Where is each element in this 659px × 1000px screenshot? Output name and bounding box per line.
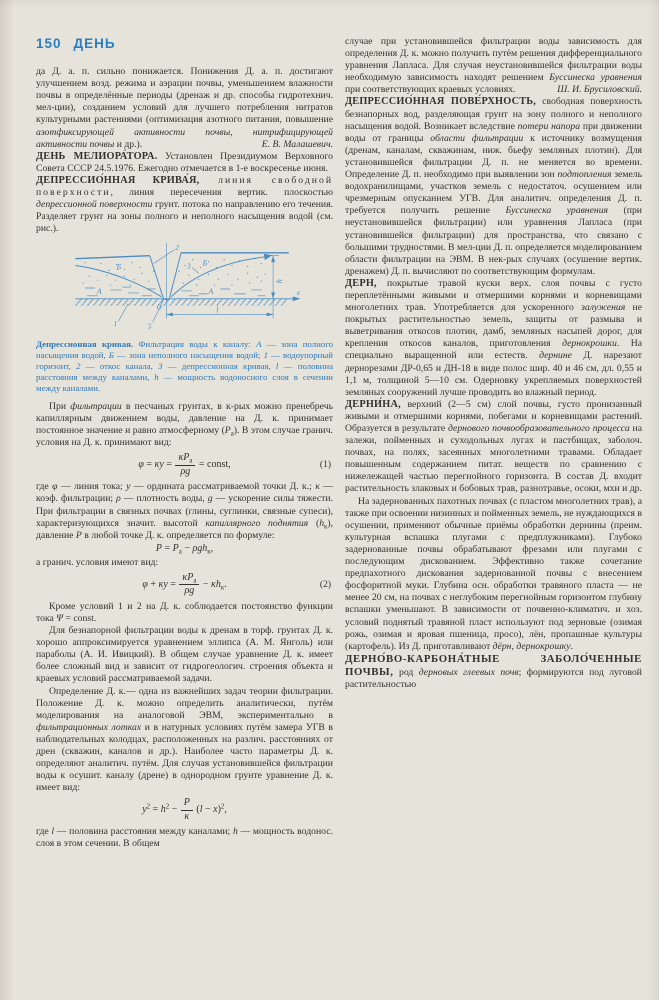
x-axis-arrowhead xyxy=(292,297,300,302)
left-column xyxy=(36,36,333,851)
entry-depressionnaya-krivaya: ДЕПРЕССИО́ННАЯ КРИВА́Я, линия свободной поверхности, линия пересечения вертик. плоскостью депрессионной поверхности грунт. потока по направлению его течения. Разделяет грунт на зоны полного и неполного насыщения водой (см. рис.). xyxy=(36,174,333,235)
depression-curve-arrowhead xyxy=(263,254,271,260)
formula-depression-curve-equation: $y^2 = h^2$ − $\frac{P}{\kappa}$ $(l - x)^2$, xyxy=(142,797,227,822)
formula-pressure xyxy=(36,542,333,557)
formula-pressure-equation: $P = P_а - \rho gh_к$, xyxy=(155,542,214,556)
h-dimension-line xyxy=(267,256,279,319)
right-column xyxy=(345,36,642,851)
figure-label-zone-b-right: Б xyxy=(202,258,207,268)
formula-1-equation: φ = κy = $\frac{\kappa P_а}{\rho g}$ = const, xyxy=(138,452,231,477)
paragraph-formula-explanation-bottom: где l — половина расстояния между каналами; h — мощность водонос. слоя в этом сечении. В общем xyxy=(36,826,333,850)
entry-dern: ДЕРН, покрытые травой куски верх. слоя почвы с густо переплетёнными живыми и отмершими корнями и корневищами многолетних трав. Употребляется для ускоренного залужения не покрытых растительностью земель, защиты от размыва и выветривания откосов плотин, дамб, земляных насыпей дорог, для крепления откосов каналов, приготовления дернокрошки. На специально выращенной или естеств. дернине Д. нарезают дернорезами ДР-0,65 и ДН-18 в виде полос шир. 40 и 46 см, дл. 0,55 и 1,1 м, толщиной 5—10 см. Одерновку укрепляемых поверхностей земляных сооружений лучше проводить во влажный период. xyxy=(345,277,643,398)
paragraph-laplace-continuation: случае при установившейся фильтрации воды зависимость для определения Д. к. можно получить путём решения дифференциального уравнения Лапласа. Для случая неустановившейся фильтрации воды необходимую зависимость находят решением Буссинеска уравнения при соответствующих краевых условиях. Ш. И. Брусиловский. xyxy=(345,36,642,96)
figure-label-zone-b-left: Б xyxy=(115,262,121,272)
figure-label-3: 3 xyxy=(186,261,191,271)
formula-1-tag: (1) xyxy=(319,460,331,471)
formula-1 xyxy=(36,449,333,481)
figure-depression-curve-diagram xyxy=(65,242,305,335)
figure-label-origin: О xyxy=(156,304,162,312)
two-column-layout xyxy=(36,36,642,851)
page-header xyxy=(36,38,333,50)
paragraph-formula-1-explanation: где φ — линия тока; y — ордината рассматриваемой точки Д. к.; κ — коэф. фильтрации; ρ — плотность воды, g — ускорение силы тяжести. При фильтрации в связных почвах (глины, суглинки, связные супеси), характеризующихся значит. высотой капиллярного поднятия $(h_к)$, давление P в любой точке Д. к. определяется по формуле: xyxy=(36,481,333,541)
entry-depressionnaya-poverkhnost: ДЕПРЕССИО́ННАЯ ПОВЕ́РХНОСТЬ, свободная поверхность безнапорных вод, разделяющая грунт на зону полного и неполного насыщения водой. Возникает вследствие потери напора при движении воды от границы области фильтрации к источнику возмущения (дренам, каналам, скважинам, ниж. бьефу земляных плотин). Для установившейся фильтрации Д. п. не меняется во времени. Определение Д. п. необходимо при выявлении зон подтопления земель водохранилищами, участков земель с недостаточ. осушением или чрезмерным опусканием УГВ. Для аналитич. определения Д. п. требуется получить решение Буссинеска уравнения (при неустановившейся фильтрации) или уравнения Лапласа (при установившейся фильтрации) для пространства, что связано с большими трудностями. В мел-ции Д. п. определяется моделированием области фильтрации на ЭВМ. В нек-рых случаях (осушение вертик. дренажем) Д. п. вычисляют по соответствующим формулам. xyxy=(345,96,643,277)
entry-continuation-paragraph: да Д. а. п. сильно понижается. Понижения Д. а. п. достигают улучшением возд. режима и аэрации почвы, уменьшением влажности почвы в определённые периоды (дренаж и др. способы гидротехнич. мел-ции), созданием условий для лучшего потребления нитратов культурными растениями (оптимизация азотного питания, повышение азотфиксирующей активности почвы, нитрифицирующей активности почвы и др.). Е. В. Малашевич. xyxy=(36,66,333,150)
figure-label-depth: h xyxy=(274,279,284,284)
page-number: 150 xyxy=(36,36,62,51)
paragraph-approximation: Для безнапорной фильтрации воды к дренам в торф. грунтах Д. к. хорошо аппроксимируется уравнением эллипса (А. М. Янголь) или параболы (А. И. Ивицкий). В общем случае уравнение Д. к. имеет более сложный вид и зависит от гидрогеологич. строения объекта и краевых условий рассматриваемой задачи. xyxy=(36,625,333,685)
canal-right-slope xyxy=(169,253,181,299)
paragraph-boundary-conditions: а гранич. условия имеют вид: xyxy=(36,556,159,568)
figure-label-1: 1 xyxy=(113,319,117,329)
figure-caption: Депрессионная кривая. Фильтрация воды к каналу: А — зона полного насыщения водой, Б — зона неполного насыщения водой; 1 — водоупорный горизонт, 2 — откос канала, 3 — депрессионная кривая, l — половина расстояния между каналами, h — мощность водоносного слоя в сечении между каналами. xyxy=(36,339,333,394)
leader-line-1 xyxy=(118,304,128,322)
running-title: ДЕНЬ xyxy=(73,36,116,51)
formula-2-tag: (2) xyxy=(319,579,331,590)
figure-label-2-bottom: 2 xyxy=(145,321,153,331)
formula-2-equation: φ + κy = $\frac{\kappa P_а}{\rho g}$ − $\kappa h_к$. xyxy=(142,571,227,597)
formula-2 xyxy=(36,569,333,601)
water-dashes xyxy=(85,287,265,296)
leader-line-2-top xyxy=(153,250,174,264)
impermeable-horizon-hatch xyxy=(75,299,286,306)
paragraph-determination: Определение Д. к.— одна из важнейших задач теории фильтрации. Положение Д. к. можно определить аналитически, путём моделирования на аналоговой ЭВМ, экспериментально в фильтрационных лотках и в натурных условиях путём замера УГВ в наблюдательных колодцах, расположенных на различ. расстояниях от дрен (скважин, каналов и др.). Наиболее часто параметры Д. к. определяют аналитич. путём. Для случая установившейся фильтрации воды к осушит. каналу (дрене) в однородном грунте уравнение Д. к. имеет вид: xyxy=(36,685,334,794)
entry-dernina: ДЕРНИ́НА, верхний (2—5 см) слой почвы, густо пронизанный живыми и отмершими корнями, побегами и корневищами растений. Образуется в результате дернового почвообразовательного процесса на залежи, пойменных и суходольных лугах и пастбищах, заболоч. почвах, на полях, засеянных многолетними травами. Обладает повышенным содержанием питат. веществ по сравнению с нижележащей частью перегнойного горизонта. В состав Д. входит растительность злаковых и бобовых трав, разнотравье, осоки, мхи и др. xyxy=(345,398,642,495)
ground-surface-left xyxy=(75,256,149,259)
paragraph-filtration-sandy: При фильтрации в песчаных грунтах, в к-рых можно пренебречь капиллярным движением воды, давление на Д. к. принимает постоянное значение и равно атмосферному $(P_а)$. В этом случае гранич. условия на Д. к. принимают вид: xyxy=(36,400,333,449)
figure-label-zone-a-right: А xyxy=(207,287,213,297)
leader-line-3 xyxy=(191,268,198,274)
canal-left-slope xyxy=(149,256,163,299)
paragraph-stream-function: Кроме условий 1 и 2 на Д. к. соблюдается постоянство функции тока Ψ = const. xyxy=(36,600,333,624)
formula-depression-curve xyxy=(36,794,333,826)
figure-label-2-top: 2 xyxy=(174,243,179,253)
entry-dernovo-karbonatnye: ДЕРНО́ВО-КАРБОНА́ТНЫЕ ЗАБОЛО́ЧЕННЫЕ ПОЧВЫ, род дерновых глеевых почв; формируются под луговой растительностью xyxy=(345,652,642,690)
figure-label-x-axis: x xyxy=(296,288,300,298)
entry-den-melioratora: ДЕНЬ МЕЛИОРА́ТОРА. Установлен Президиумом Верховного Совета СССР 24.5.1976. Ежегодно отмечается в 1-е воскресенье июня. xyxy=(36,150,333,174)
figure-label-zone-a-left: А xyxy=(96,287,102,297)
figure-label-half-distance: l xyxy=(215,305,218,315)
page-content xyxy=(36,36,642,851)
paragraph-dernina-tillage: На задернованных пахотных почвах (с пластом многолетних трав), а также при освоении низинных и пойменных земель, не нуждающихся в осушении, применяют обычные приёмы обработки дернины (преим. культурная вспашка плугами с предплужниками). Глубоко задернованные почвы обрабатывают фрезами или плугами с последующим дискованием. Эффективно также сочетание предпахотного дискования задернованной почвы с внесением фосфоритной муки. Глубина осн. обработки травяного пласта — не менее 20 см, на почвах с неглубоким перегнойным горизонтом глубину вспашки уменьшают. В зависимости от почвенно-климатич. и хоз. условий поднятый травяной пласт используют под зерновые (озимая рожь, озимая и яровая пшеница, просо), лён, пропашные культуры (картофель). Из Д. приготавливают дёрн, дернокрошку. xyxy=(345,495,642,652)
